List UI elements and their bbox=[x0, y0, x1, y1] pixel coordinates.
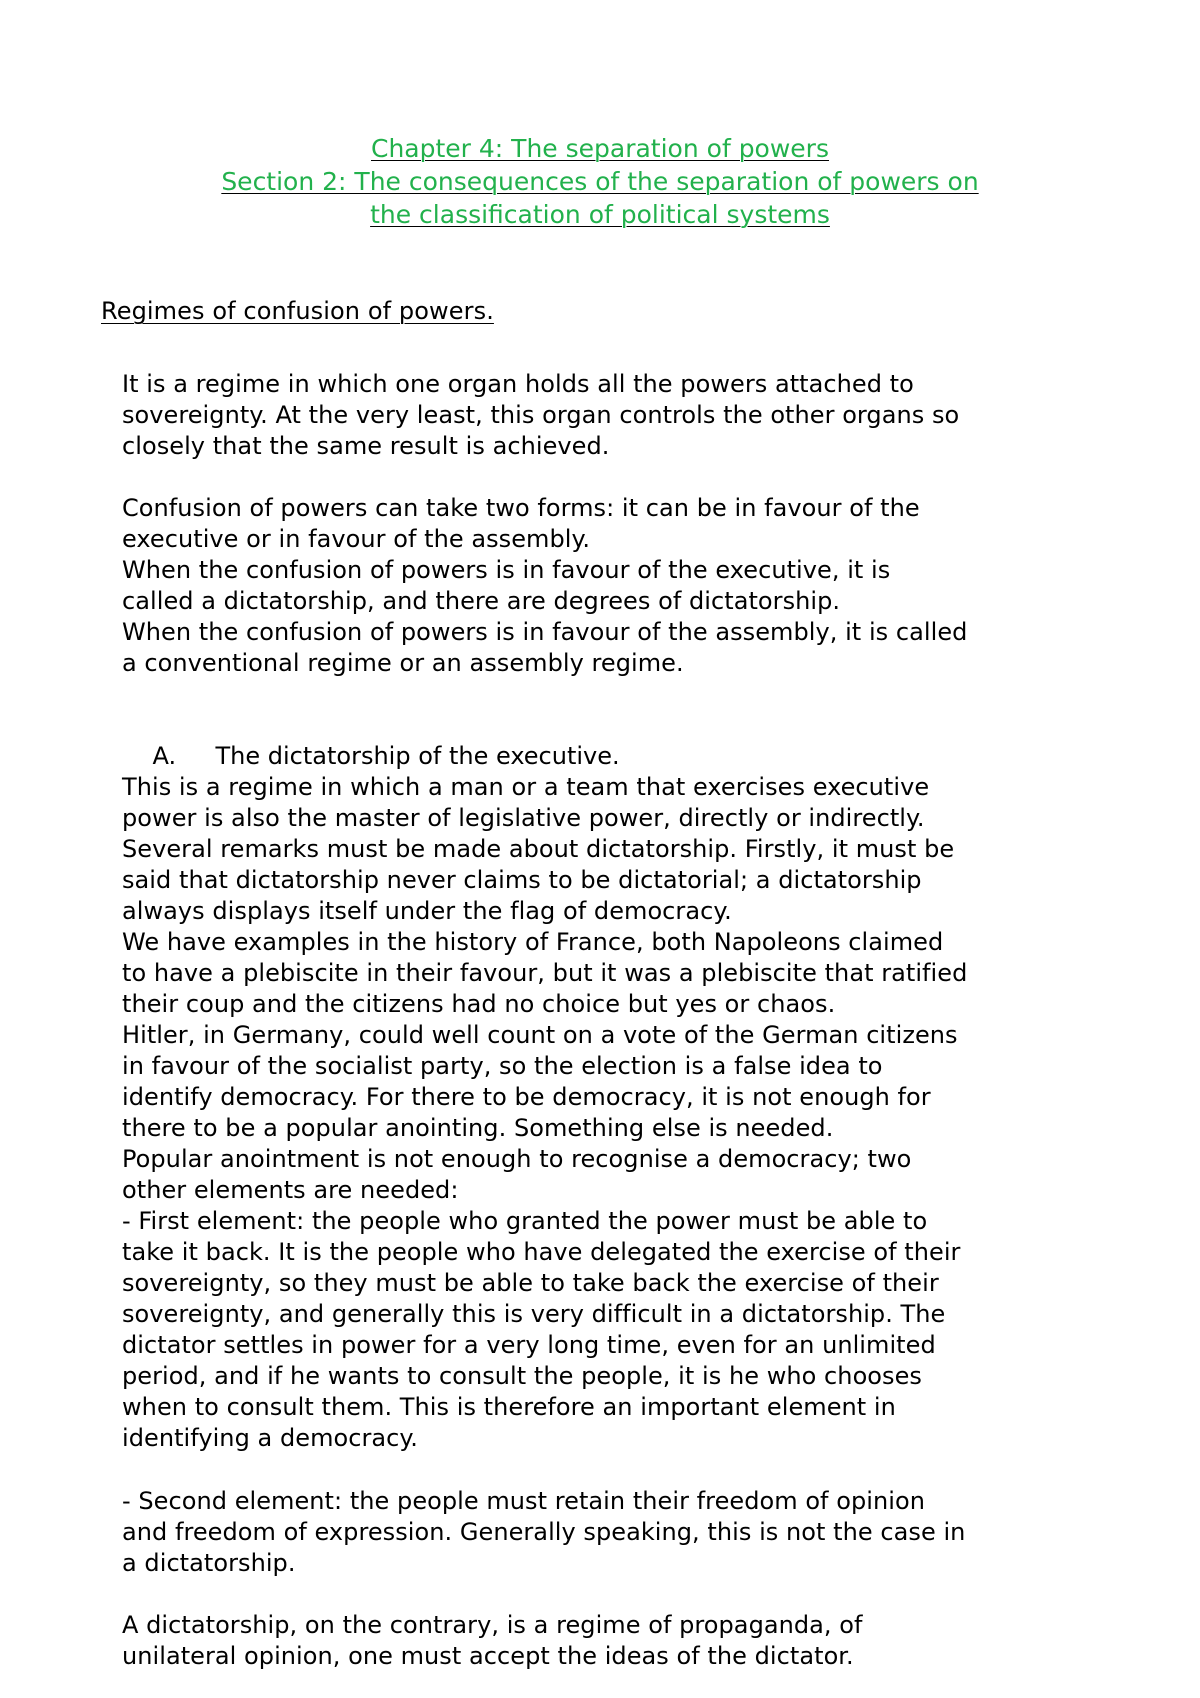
section-title-line-1: Section 2: The consequences of the separation of powers on bbox=[221, 167, 979, 196]
text-line: When the confusion of powers is in favour of the assembly, it is called bbox=[122, 618, 968, 646]
text-line: identifying a democracy. bbox=[122, 1424, 418, 1452]
text-line: When the confusion of powers is in favour of the executive, it is bbox=[122, 556, 891, 584]
text-line: always displays itself under the flag of democracy. bbox=[122, 897, 732, 925]
paragraph-definition bbox=[122, 369, 1112, 462]
text-line: sovereignty. At the very least, this organ controls the other organs so bbox=[122, 401, 960, 429]
text-line: It is a regime in which one organ holds all the powers attached to bbox=[122, 370, 914, 398]
paragraph-propaganda bbox=[122, 1610, 1112, 1672]
text-line: Confusion of powers can take two forms: it can be in favour of the bbox=[122, 494, 920, 522]
text-line: sovereignty, and generally this is very difficult in a dictatorship. The bbox=[122, 1300, 946, 1328]
text-line: Popular anointment is not enough to recognise a democracy; two bbox=[122, 1145, 912, 1173]
text-line: take it back. It is the people who have delegated the exercise of their bbox=[122, 1238, 961, 1266]
text-line: executive or in favour of the assembly. bbox=[122, 525, 590, 553]
text-line: a dictatorship. bbox=[122, 1549, 296, 1577]
section-title-line-2: the classification of political systems bbox=[370, 200, 830, 229]
text-line: - Second element: the people must retain their freedom of opinion bbox=[122, 1487, 925, 1515]
text-line: Several remarks must be made about dictatorship. Firstly, it must be bbox=[122, 835, 955, 863]
text-line: unilateral opinion, one must accept the ideas of the dictator. bbox=[122, 1642, 854, 1670]
text-line: power is also the master of legislative power, directly or indirectly. bbox=[122, 804, 925, 832]
text-line: in favour of the socialist party, so the election is a false idea to bbox=[122, 1052, 883, 1080]
text-line: - First element: the people who granted the power must be able to bbox=[122, 1207, 928, 1235]
section-a-letter: A. bbox=[152, 742, 177, 770]
text-line: identify democracy. For there to be democracy, it is not enough for bbox=[122, 1083, 931, 1111]
text-line: This is a regime in which a man or a team that exercises executive bbox=[122, 773, 930, 801]
text-line: A dictatorship, on the contrary, is a regime of propaganda, of bbox=[122, 1611, 863, 1639]
text-line: closely that the same result is achieved. bbox=[122, 432, 610, 460]
text-line: said that dictatorship never claims to be dictatorial; a dictatorship bbox=[122, 866, 922, 894]
text-line: We have examples in the history of France, both Napoleons claimed bbox=[122, 928, 944, 956]
text-line: sovereignty, so they must be able to take back the exercise of their bbox=[122, 1269, 939, 1297]
text-line: when to consult them. This is therefore an important element in bbox=[122, 1393, 896, 1421]
text-line: their coup and the citizens had no choice but yes or chaos. bbox=[122, 990, 836, 1018]
paragraph-second-element bbox=[122, 1486, 1112, 1579]
section-a-title: The dictatorship of the executive. bbox=[215, 742, 620, 770]
text-line: called a dictatorship, and there are degrees of dictatorship. bbox=[122, 587, 841, 615]
chapter-title: Chapter 4: The separation of powers bbox=[371, 134, 829, 163]
paragraph-dictatorship bbox=[122, 772, 1112, 1454]
text-line: a conventional regime or an assembly regime. bbox=[122, 649, 684, 677]
document-heading bbox=[100, 132, 1100, 231]
paragraph-forms bbox=[122, 493, 1112, 679]
text-line: period, and if he wants to consult the people, it is he who chooses bbox=[122, 1362, 922, 1390]
text-line: dictator settles in power for a very long time, even for an unlimited bbox=[122, 1331, 936, 1359]
text-line: there to be a popular anointing. Something else is needed. bbox=[122, 1114, 834, 1142]
text-line: to have a plebiscite in their favour, but it was a plebiscite that ratified bbox=[122, 959, 968, 987]
text-line: Hitler, in Germany, could well count on a vote of the German citizens bbox=[122, 1021, 958, 1049]
text-line: and freedom of expression. Generally speaking, this is not the case in bbox=[122, 1518, 966, 1546]
text-line: other elements are needed: bbox=[122, 1176, 459, 1204]
subheading: Regimes of confusion of powers. bbox=[101, 297, 494, 325]
